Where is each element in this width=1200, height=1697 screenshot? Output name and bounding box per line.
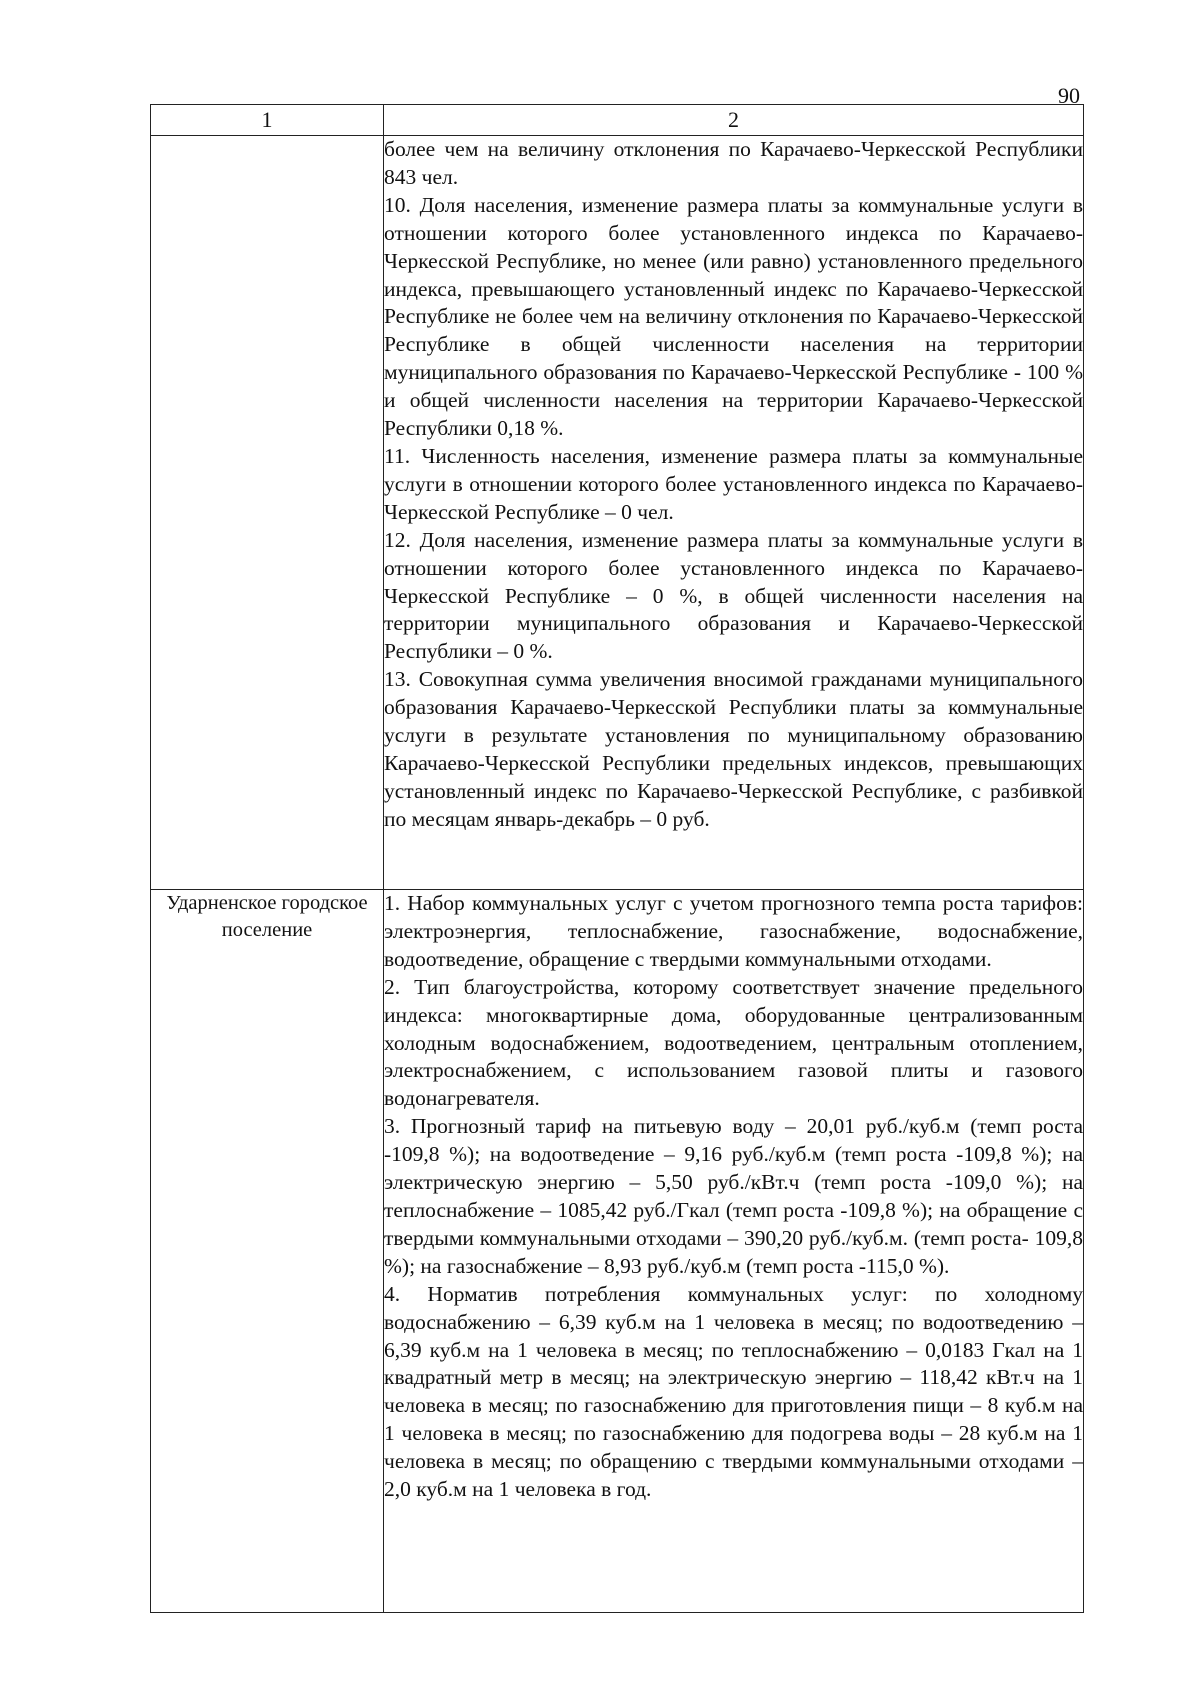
municipality-name-cell: Ударненское городское поселение [151, 890, 384, 1613]
paragraph: 12. Доля населения, изменение размера платы за коммунальные услуги в отношении которого более установленного индекса по Карачаево-Черкесской Республике – 0 %, в общей численности населения на территории муниципального образования и Карачаево-Черкесской Республики – 0 %. [384, 527, 1083, 664]
column-1-header: 1 [151, 105, 384, 136]
paragraph: 3. Прогнозный тариф на питьевую воду – 20,01 руб./куб.м (темп роста -109,8 %); на водоотведение – 9,16 руб./куб.м (темп роста -109,8 %); на электрическую энергию – 5,50 руб./кВт.ч (темп роста -109,0 %); на теплоснабжение – 1085,42 руб./Гкал (темп роста -109,8 %); на обращение с твердыми коммунальными отходами – 390,20 руб./куб.м. (темп роста- 109,8 %); на газоснабжение – 8,93 руб./куб.м (темп роста -115,0 %). [384, 1114, 1083, 1278]
paragraph: 11. Численность населения, изменение размера платы за коммунальные услуги в отношении которого более установленного индекса по Карачаево-Черкесской Республике – 0 чел. [384, 443, 1083, 524]
paragraph: 1. Набор коммунальных услуг с учетом прогнозного темпа роста тарифов: электроэнергия, теплоснабжение, газоснабжение, водоснабжение, водоотведение, обращение с твердыми коммунальными отходами. [384, 891, 1083, 971]
paragraph: 10. Доля населения, изменение размера платы за коммунальные услуги в отношении которого более установленного индекса по Карачаево-Черкесской Республике, но менее (или равно) установленного предельного индекса, превышающего установленный индекс по Карачаево-Черкесской Республике не более чем на величину отклонения по Карачаево-Черкесской Республике в общей численности населения на территории муниципального образования по Карачаево-Черкесской Республике - 100 % и общей численности населения на территории Карачаево-Черкесской Республики 0,18 %. [384, 192, 1083, 441]
paragraph: 4. Норматив потребления коммунальных услуг: по холодному водоснабжению – 6,39 куб.м на 1 человека в месяц; по водоотведению – 6,39 куб.м на 1 человека в месяц; по теплоснабжению – 0,0183 Гкал на 1 квадратный метр в месяц; на электрическую энергию – 118,42 кВт.ч на 1 человека в месяц; по газоснабжению для приготовления пищи – 8 куб.м на 1 человека в месяц; по газоснабжению для подогрева воды – 28 куб.м на 1 человека в месяц; по обращению с твердыми коммунальными отходами – 2,0 куб.м на 1 человека в год. [384, 1281, 1083, 1502]
document-table [150, 104, 1084, 1613]
column-2-header: 2 [384, 105, 1084, 136]
table-row [151, 136, 1084, 890]
paragraph: 13. Совокупная сумма увеличения вносимой гражданами муниципального образования Карачаево-Черкесской Республики платы за коммунальные услуги в результате установления по муниципальному образованию Карачаево-Черкесской Республики предельных индексов, превышающих установленный индекс по Карачаево-Черкесской Республике, с разбивкой по месяцам январь-декабрь – 0 руб. [384, 667, 1083, 831]
paragraph: более чем на величину отклонения по Карачаево-Черкесской Республики 843 чел. [384, 137, 1083, 189]
table-row [151, 890, 1084, 1613]
indicators-cell [384, 890, 1084, 1613]
table-header-row [151, 105, 1084, 136]
municipality-name-cell [151, 136, 384, 890]
paragraph: 2. Тип благоустройства, которому соответствует значение предельного индекса: многоквартирные дома, оборудованные централизованным холодным водоснабжением, водоотведением, центральным отоплением, электроснабжением, с использованием газовой плиты и газового водонагревателя. [384, 974, 1083, 1111]
page-number: 90 [1058, 83, 1080, 108]
indicators-cell [384, 136, 1084, 890]
